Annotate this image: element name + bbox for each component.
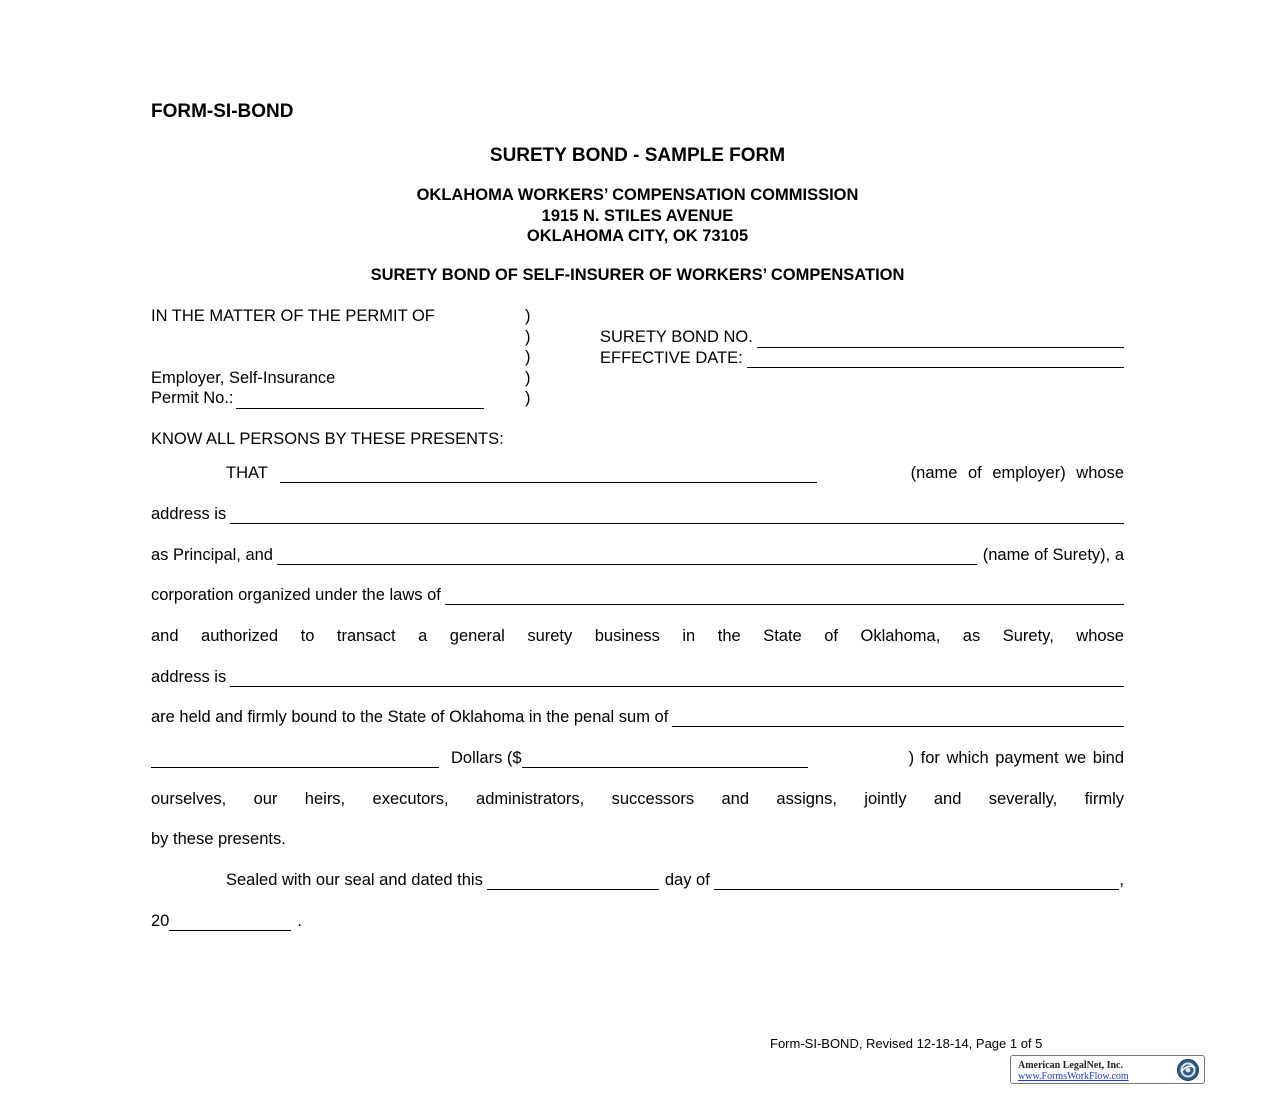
globe-icon [1176, 1058, 1200, 1082]
day-field[interactable] [487, 874, 659, 890]
corporation-text: corporation organized under the laws of [151, 586, 441, 605]
form-id: FORM-SI-BOND [151, 101, 294, 122]
footer-revision: Form-SI-BOND, Revised 12-18-14, Page 1 of 5 [770, 1036, 1043, 1051]
bond-info [600, 327, 1124, 368]
as-principal-text: as Principal, and [151, 545, 273, 564]
bond-no-label: SURETY BOND NO. [600, 328, 753, 346]
day-of-text: day of [664, 871, 710, 890]
know-all-text: KNOW ALL PERSONS BY THESE PRESENTS: [151, 429, 504, 448]
body-line [151, 855, 1124, 896]
state-of-incorporation-field[interactable] [445, 589, 1124, 605]
body-line [151, 733, 1124, 774]
form-title: SURETY BOND - SAMPLE FORM [489, 145, 786, 166]
dollars-text: Dollars ($ [451, 749, 522, 767]
penal-sum-words-field[interactable] [672, 711, 1124, 727]
effective-date-label: EFFECTIVE DATE: [600, 348, 743, 367]
employer-address-field[interactable] [230, 508, 1124, 524]
body-line [151, 693, 1124, 734]
address-is-text: address is [151, 667, 227, 686]
body-line [151, 489, 1124, 530]
bond-body [151, 428, 1124, 937]
year-prefix-text: 20 [151, 911, 170, 930]
commission-address-block [151, 185, 1124, 247]
surety-name-field[interactable] [277, 549, 977, 565]
name-of-surety-text: (name of Surety), a [982, 545, 1124, 564]
address-is-text: address is [151, 504, 227, 523]
caption-paren: ) [525, 327, 531, 346]
employer-name-field[interactable] [280, 467, 817, 483]
period-text: . [297, 911, 302, 930]
comma-text: , [1119, 871, 1124, 890]
name-of-employer-text: (name of employer) whose [910, 464, 1124, 483]
surety-address-field[interactable] [230, 671, 1124, 687]
body-line [151, 611, 1124, 652]
permit-no-label: Permit No.: [151, 389, 234, 407]
publisher-logo[interactable] [1010, 1055, 1205, 1084]
by-these-text: by these presents. [151, 830, 286, 849]
case-caption [151, 306, 531, 409]
body-line [151, 815, 1124, 856]
that-text: THAT [226, 464, 268, 483]
commission-city: OKLAHOMA CITY, OK 73105 [526, 227, 749, 245]
body-line [151, 530, 1124, 571]
caption-paren: ) [525, 389, 531, 407]
caption-paren: ) [525, 348, 531, 366]
month-field[interactable] [714, 874, 1120, 890]
body-line [151, 571, 1124, 612]
bond-no-field[interactable] [757, 332, 1124, 348]
commission-name: OKLAHOMA WORKERS’ COMPENSATION COMMISSION [416, 186, 859, 204]
authorized-text: and authorized to transact a general surety business in the State of Oklahoma, as Surety, whose [151, 626, 1124, 645]
employer-label: Employer, Self-Insurance [151, 368, 336, 387]
commission-street: 1915 N. STILES AVENUE [541, 206, 734, 225]
body-line [151, 428, 1124, 449]
caption-paren: ) [525, 307, 531, 325]
matter-label: IN THE MATTER OF THE PERMIT OF [151, 307, 435, 325]
permit-no-field[interactable] [236, 393, 484, 409]
held-bound-text: are held and firmly bound to the State of Oklahoma in the penal sum of [151, 708, 669, 727]
sealed-text: Sealed with our seal and dated this [226, 871, 483, 890]
year-field[interactable] [169, 915, 291, 931]
for-which-text: ) for which payment we bind [908, 749, 1124, 767]
body-line [151, 774, 1124, 815]
ourselves-text: ourselves, our heirs, executors, administrators, successors and assigns, jointly and severally, firmly [151, 789, 1124, 808]
penal-sum-amount-field[interactable] [522, 752, 808, 768]
logo-company-name: American LegalNet, Inc. [1018, 1060, 1123, 1071]
body-line [151, 652, 1124, 693]
body-line [151, 896, 1124, 937]
penal-sum-words-field-2[interactable] [151, 752, 439, 768]
body-line [151, 449, 1124, 490]
form-subtitle: SURETY BOND OF SELF-INSURER OF WORKERS’ COMPENSATION [370, 266, 905, 284]
caption-paren: ) [525, 368, 531, 387]
logo-website-link[interactable]: www.FormsWorkFlow.com [1018, 1071, 1129, 1082]
effective-date-field[interactable] [747, 352, 1124, 368]
